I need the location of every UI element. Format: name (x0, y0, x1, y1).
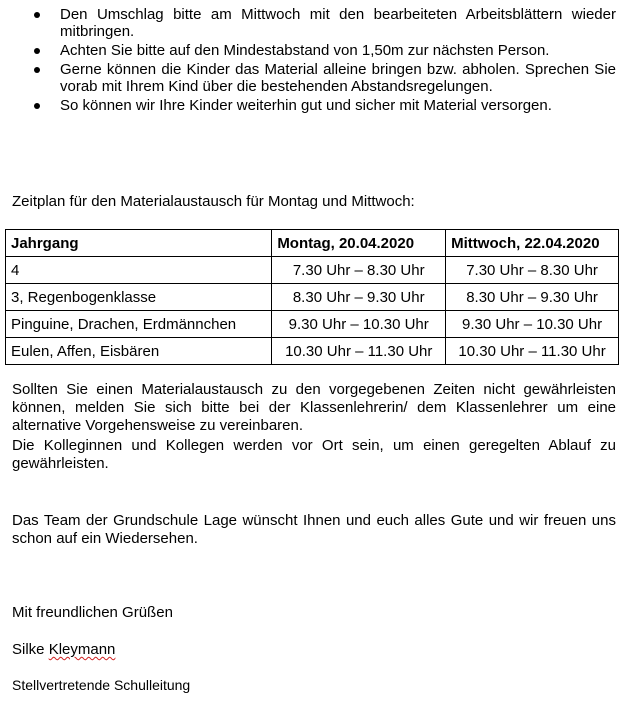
table-row (6, 338, 619, 365)
paragraph-colleagues: Die Kolleginnen und Kollegen werden vor Ort sein, um einen geregelten Ablauf zu gewährleisten. (12, 437, 616, 472)
cell-jahrgang: 4 (6, 257, 272, 284)
cell-jahrgang: Eulen, Affen, Eisbären (6, 338, 272, 365)
bullet-item (32, 6, 616, 40)
header-jahrgang: Jahrgang (6, 230, 272, 257)
bullet-item (32, 97, 616, 114)
paragraph-alternative: Sollten Sie einen Materialaustausch zu den vorgegebenen Zeiten nicht gewährleisten können, melden Sie sich bitte bei der Klassenlehrerin/ dem Klassenlehrer um eine alternative Vorgehensweise zu vereinbaren. (12, 381, 616, 434)
header-montag: Montag, 20.04.2020 (272, 230, 446, 257)
table-row (6, 257, 619, 284)
cell-montag: 9.30 Uhr – 10.30 Uhr (272, 311, 446, 338)
table-header-row (6, 230, 619, 257)
paragraph-wishes: Das Team der Grundschule Lage wünscht Ihnen und euch alles Gute und wir freuen uns schon auf ein Wiedersehen. (12, 512, 616, 547)
bullet-item (32, 42, 616, 59)
bullet-text: So können wir Ihre Kinder weiterhin gut und sicher mit Material versorgen. (60, 97, 552, 114)
cell-mittwoch: 10.30 Uhr – 11.30 Uhr (446, 338, 619, 365)
cell-mittwoch: 8.30 Uhr – 9.30 Uhr (446, 284, 619, 311)
closing-greeting: Mit freundlichen Grüßen (12, 604, 173, 621)
cell-montag: 10.30 Uhr – 11.30 Uhr (272, 338, 446, 365)
bullet-text: Den Umschlag bitte am Mittwoch mit den bearbeiteten Arbeitsblättern wieder mitbringen. (60, 6, 616, 40)
cell-mittwoch: 7.30 Uhr – 8.30 Uhr (446, 257, 619, 284)
cell-montag: 7.30 Uhr – 8.30 Uhr (272, 257, 446, 284)
table-row (6, 311, 619, 338)
cell-jahrgang: 3, Regenbogenklasse (6, 284, 272, 311)
table-row (6, 284, 619, 311)
bullet-text: Achten Sie bitte auf den Mindestabstand von 1,50m zur nächsten Person. (60, 42, 550, 59)
signature-role: Stellvertretende Schulleitung (12, 677, 191, 693)
signature-first-name: Silke (12, 641, 45, 658)
bullet-dot-icon (34, 48, 40, 54)
schedule-intro: Zeitplan für den Materialaustausch für Montag und Mittwoch: (12, 193, 415, 210)
cell-montag: 8.30 Uhr – 9.30 Uhr (272, 284, 446, 311)
bullet-dot-icon (34, 103, 40, 109)
cell-mittwoch: 9.30 Uhr – 10.30 Uhr (446, 311, 619, 338)
schedule-table (5, 229, 619, 365)
bullet-item (32, 61, 616, 95)
signature-last-name: Kleymann (48, 641, 116, 658)
header-mittwoch: Mittwoch, 22.04.2020 (446, 230, 619, 257)
bullet-dot-icon (34, 12, 40, 18)
signature-name (12, 641, 115, 658)
bullet-dot-icon (34, 67, 40, 73)
bullet-list (32, 6, 616, 116)
bullet-text: Gerne können die Kinder das Material alleine bringen bzw. abholen. Sprechen Sie vorab mit Ihrem Kind über die bestehenden Abstandsregelungen. (60, 61, 616, 95)
cell-jahrgang: Pinguine, Drachen, Erdmännchen (6, 311, 272, 338)
